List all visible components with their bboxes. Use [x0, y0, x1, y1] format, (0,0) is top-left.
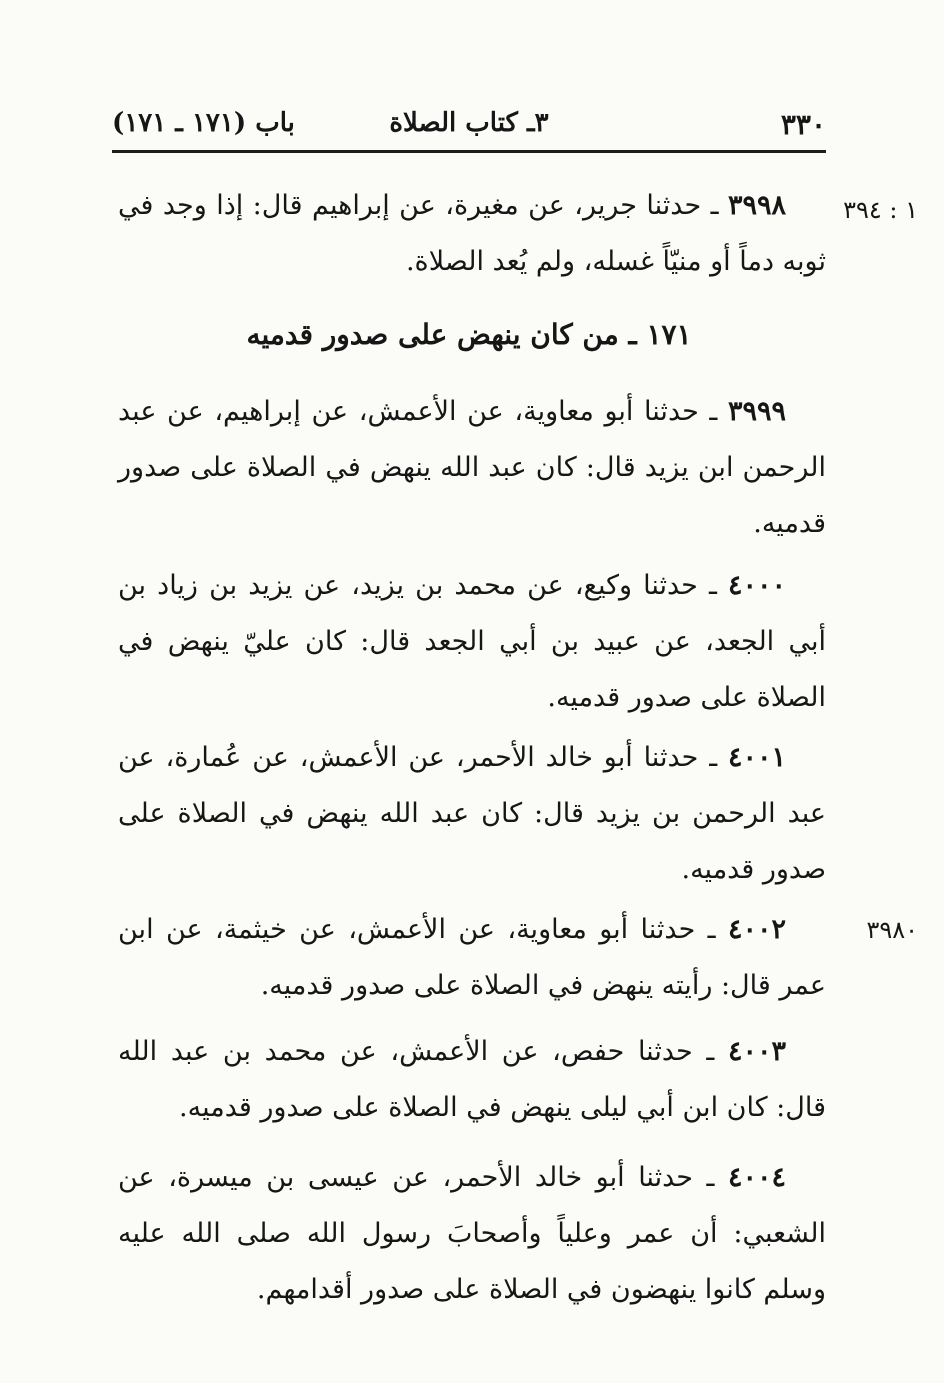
hadith-number: ٤٠٠٤	[727, 1162, 786, 1193]
hadith-text: ـ حدثنا أبو خالد الأحمر، عن عيسى بن ميسرة، عن الشعبي: أن عمر وعلياً وأصحابَ رسول الله صلى الله عليه وسلم كانوا ينهضون في الصلاة على صدور أقدامهم.	[118, 1162, 826, 1305]
header-rule	[112, 150, 826, 153]
bab-range: باب (١٧١ ـ ١٧١)	[112, 108, 295, 138]
hadith-paragraph	[118, 558, 826, 726]
page-number: ٣٣٠	[780, 108, 826, 141]
hadith-paragraph	[118, 1150, 826, 1318]
hadith-paragraph	[118, 1024, 826, 1136]
running-header	[112, 108, 826, 148]
hadith-text: ـ حدثنا أبو معاوية، عن الأعمش، عن خيثمة، عن ابن عمر قال: رأيته ينهض في الصلاة على صدور قدميه.	[118, 914, 826, 1001]
hadith-number: ٣٩٩٩	[727, 396, 786, 427]
book-title: ٣ـ كتاب الصلاة	[389, 108, 549, 138]
hadith-text: ـ حدثنا أبو خالد الأحمر، عن الأعمش، عن عُمارة، عن عبد الرحمن بن يزيد قال: كان عبد الله ينهض في الصلاة على صدور قدميه.	[118, 742, 826, 885]
hadith-text: ـ حدثنا وكيع، عن محمد بن يزيد، عن يزيد بن زياد بن أبي الجعد، عن عبيد بن أبي الجعد قال: كان عليّ ينهض في الصلاة على صدور قدميه.	[118, 570, 826, 713]
hadith-paragraph	[118, 178, 826, 290]
chapter-title: ١٧١ ـ من كان ينهض على صدور قدميه	[246, 318, 692, 351]
hadith-number: ٤٠٠٢	[727, 914, 786, 945]
margin-reference: ٣٩٨٠	[866, 916, 918, 944]
hadith-number: ٤٠٠٣	[727, 1036, 786, 1067]
hadith-paragraph	[118, 384, 826, 552]
hadith-number: ٤٠٠٠	[727, 570, 786, 601]
hadith-number: ٤٠٠١	[727, 742, 786, 773]
hadith-text: ـ حدثنا أبو معاوية، عن الأعمش، عن إبراهيم، عن عبد الرحمن ابن يزيد قال: كان عبد الله ينهض في الصلاة على صدور قدميه.	[118, 396, 826, 539]
hadith-text: ـ حدثنا جرير، عن مغيرة، عن إبراهيم قال: إذا وجد في ثوبه دماً أو منيّاً غسله، ولم يُعد الصلاة.	[118, 190, 826, 277]
hadith-number: ٣٩٩٨	[727, 190, 786, 221]
margin-reference: ١ : ٣٩٤	[843, 196, 918, 224]
hadith-paragraph	[118, 902, 826, 1014]
hadith-paragraph	[118, 730, 826, 898]
hadith-text: ـ حدثنا حفص، عن الأعمش، عن محمد بن عبد الله قال: كان ابن أبي ليلى ينهض في الصلاة على صدور قدميه.	[118, 1036, 826, 1123]
